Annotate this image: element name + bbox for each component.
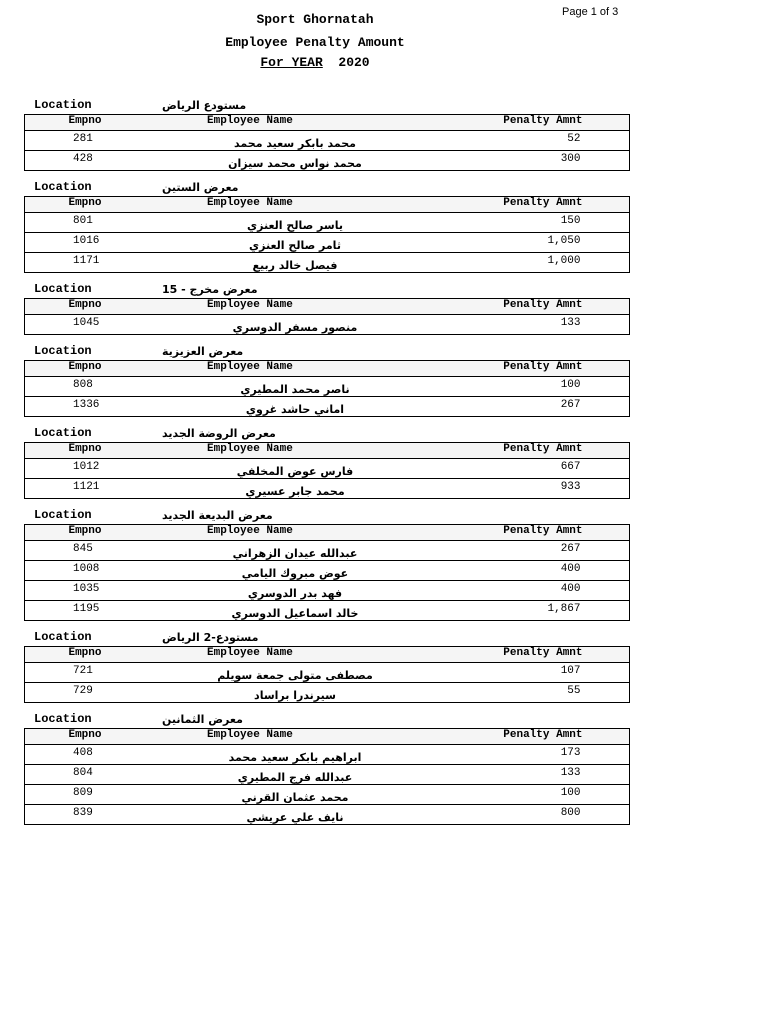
empno-cell: 809 bbox=[25, 785, 146, 805]
empno-cell: 1035 bbox=[25, 581, 146, 601]
name-column-header: Employee Name bbox=[145, 361, 405, 377]
empno-cell: 1171 bbox=[25, 253, 146, 273]
table-row bbox=[25, 745, 630, 765]
empno-cell: 428 bbox=[25, 151, 146, 171]
location-header bbox=[24, 98, 628, 114]
empno-cell: 721 bbox=[73, 665, 93, 677]
location-group bbox=[24, 180, 628, 273]
penalty-amount-cell: 133 bbox=[405, 765, 629, 785]
empno-column-header: Empno bbox=[25, 525, 146, 541]
penalty-amount-cell: 400 bbox=[405, 561, 629, 581]
employee-name-cell: محمد عثمان القرني bbox=[145, 785, 405, 805]
empno-column-header: Empno bbox=[25, 197, 146, 213]
location-header bbox=[24, 426, 628, 442]
penalty-table bbox=[24, 196, 630, 273]
empno-cell: 804 bbox=[25, 765, 146, 785]
penalty-amount-cell: 800 bbox=[405, 805, 629, 825]
year-label: For YEAR bbox=[260, 55, 323, 70]
location-name: معرض الستين bbox=[162, 181, 239, 194]
amount-column-header: Penalty Amnt bbox=[405, 115, 629, 131]
employee-name-cell: مصطفى متولى جمعة سويلم bbox=[217, 669, 373, 682]
location-label: Location bbox=[34, 712, 92, 726]
penalty-table bbox=[24, 524, 630, 621]
penalty-amount-cell: 100 bbox=[405, 785, 629, 805]
employee-name-cell: عوض مبروك اليامي bbox=[145, 561, 405, 581]
employee-name-cell: فهد بدر الدوسري bbox=[145, 581, 405, 601]
empno-cell: 1336 bbox=[25, 397, 146, 417]
empno-cell: 729 bbox=[25, 683, 146, 703]
empno-column-header: Empno bbox=[25, 115, 146, 131]
location-name: مستودع الرياض bbox=[162, 99, 247, 112]
table-row bbox=[25, 151, 630, 171]
employee-name-cell: فيصل خالد ربيع bbox=[145, 253, 405, 273]
penalty-amount-cell: 300 bbox=[405, 151, 629, 171]
empno-column-header: Empno bbox=[25, 443, 146, 459]
penalty-amount-cell: 1,867 bbox=[405, 601, 629, 621]
location-label: Location bbox=[34, 630, 92, 644]
location-label: Location bbox=[34, 282, 92, 296]
empno-cell: 808 bbox=[73, 379, 93, 391]
amount-column-header: Penalty Amnt bbox=[405, 443, 629, 459]
employee-name-cell: عبدالله عيدان الزهراني bbox=[232, 547, 358, 560]
employee-name-cell: منصور مسفر الدوسري bbox=[232, 321, 358, 334]
penalty-amount-cell: 267 bbox=[405, 397, 629, 417]
employee-name-cell: اماني حاشد غروي bbox=[145, 397, 405, 417]
table-row bbox=[25, 479, 630, 499]
penalty-amount-cell: 667 bbox=[560, 461, 581, 473]
table-row bbox=[25, 785, 630, 805]
location-group bbox=[24, 98, 628, 171]
location-label: Location bbox=[34, 98, 92, 112]
location-label: Location bbox=[34, 180, 92, 194]
empno-cell: 1195 bbox=[25, 601, 146, 621]
amount-column-header: Penalty Amnt bbox=[405, 361, 629, 377]
year-value: 2020 bbox=[338, 55, 370, 70]
table-row bbox=[25, 377, 630, 397]
penalty-table bbox=[24, 360, 630, 417]
location-name: معرض مخرج - 15 bbox=[162, 283, 258, 296]
table-row bbox=[25, 601, 630, 621]
penalty-amount-cell: 400 bbox=[405, 581, 629, 601]
empno-column-header: Empno bbox=[25, 299, 146, 315]
name-column-header: Employee Name bbox=[145, 443, 405, 459]
location-name: معرض الثمانين bbox=[162, 713, 243, 726]
table-row bbox=[25, 561, 630, 581]
empno-cell: 281 bbox=[73, 133, 93, 145]
table-header-row bbox=[25, 443, 630, 459]
table-row bbox=[25, 805, 630, 825]
location-header bbox=[24, 508, 628, 524]
penalty-amount-cell: 52 bbox=[567, 133, 581, 145]
location-header bbox=[24, 712, 628, 728]
amount-column-header: Penalty Amnt bbox=[405, 299, 629, 315]
amount-column-header: Penalty Amnt bbox=[405, 197, 629, 213]
location-header bbox=[24, 630, 628, 646]
penalty-amount-cell: 173 bbox=[560, 747, 581, 759]
employee-name-cell: ابراهيم بابكر سعيد محمد bbox=[228, 751, 362, 764]
location-label: Location bbox=[34, 344, 92, 358]
employee-name-cell: ثامر صالح العنزي bbox=[145, 233, 405, 253]
empno-cell: 1016 bbox=[25, 233, 146, 253]
table-row bbox=[25, 233, 630, 253]
employee-name-cell: محمد نواس محمد سيزان bbox=[145, 151, 405, 171]
table-header-row bbox=[25, 647, 630, 663]
table-row bbox=[25, 541, 630, 561]
empno-column-header: Empno bbox=[25, 647, 146, 663]
employee-name-cell: ناصر محمد المطيري bbox=[240, 383, 350, 396]
penalty-amount-cell: 1,000 bbox=[405, 253, 629, 273]
table-row bbox=[25, 459, 630, 479]
penalty-amount-cell: 100 bbox=[560, 379, 581, 391]
penalty-amount-cell: 150 bbox=[560, 215, 581, 227]
employee-name-cell: ياسر صالح العنزي bbox=[247, 219, 343, 232]
amount-column-header: Penalty Amnt bbox=[405, 647, 629, 663]
penalty-amount-cell: 133 bbox=[560, 317, 581, 329]
penalty-amount-cell: 55 bbox=[405, 683, 629, 703]
table-header-row bbox=[25, 299, 630, 315]
location-header bbox=[24, 344, 628, 360]
empno-cell: 801 bbox=[73, 215, 93, 227]
table-header-row bbox=[25, 197, 630, 213]
table-row bbox=[25, 397, 630, 417]
empno-cell: 845 bbox=[73, 543, 93, 555]
company-name: Sport Ghornatah bbox=[256, 12, 374, 27]
penalty-table bbox=[24, 298, 630, 335]
penalty-table bbox=[24, 114, 630, 171]
table-row bbox=[25, 131, 630, 151]
location-name: معرض البديعة الجديد bbox=[162, 509, 273, 522]
location-group bbox=[24, 712, 628, 825]
penalty-report bbox=[24, 98, 628, 834]
empno-cell: 1045 bbox=[73, 317, 100, 329]
penalty-table bbox=[24, 646, 630, 703]
location-header bbox=[24, 282, 628, 298]
employee-name-cell: فارس عوض المخلفي bbox=[236, 465, 354, 478]
table-row bbox=[25, 765, 630, 785]
table-row bbox=[25, 315, 630, 335]
penalty-table bbox=[24, 728, 630, 825]
empno-cell: 1121 bbox=[25, 479, 146, 499]
empno-cell: 408 bbox=[73, 747, 93, 759]
penalty-amount-cell: 933 bbox=[405, 479, 629, 499]
employee-name-cell: محمد بابكر سعيد محمد bbox=[234, 137, 356, 150]
table-header-row bbox=[25, 115, 630, 131]
page-number: Page 1 of 3 bbox=[562, 6, 619, 18]
name-column-header: Employee Name bbox=[145, 115, 405, 131]
table-row bbox=[25, 581, 630, 601]
location-group bbox=[24, 630, 628, 703]
empno-column-header: Empno bbox=[25, 361, 146, 377]
report-title: Employee Penalty Amount bbox=[225, 35, 405, 50]
table-row bbox=[25, 213, 630, 233]
report-year-line bbox=[0, 55, 630, 70]
table-header-row bbox=[25, 361, 630, 377]
penalty-table bbox=[24, 442, 630, 499]
name-column-header: Employee Name bbox=[145, 197, 405, 213]
location-group bbox=[24, 282, 628, 335]
amount-column-header: Penalty Amnt bbox=[405, 729, 629, 745]
location-label: Location bbox=[34, 426, 92, 440]
name-column-header: Employee Name bbox=[145, 525, 405, 541]
location-name: معرض العزيزية bbox=[162, 345, 244, 358]
employee-name-cell: خالد اسماعيل الدوسري bbox=[145, 601, 405, 621]
employee-name-cell: محمد جابر عسيري bbox=[145, 479, 405, 499]
name-column-header: Employee Name bbox=[145, 729, 405, 745]
name-column-header: Employee Name bbox=[145, 647, 405, 663]
table-row bbox=[25, 663, 630, 683]
location-header bbox=[24, 180, 628, 196]
empno-cell: 1008 bbox=[25, 561, 146, 581]
location-group bbox=[24, 344, 628, 417]
name-column-header: Employee Name bbox=[145, 299, 405, 315]
employee-name-cell: سيرندرا براساد bbox=[145, 683, 405, 703]
location-label: Location bbox=[34, 508, 92, 522]
empno-cell: 839 bbox=[25, 805, 146, 825]
location-name: مستودع-2 الرياض bbox=[162, 631, 259, 644]
location-group bbox=[24, 508, 628, 621]
empno-column-header: Empno bbox=[25, 729, 146, 745]
table-header-row bbox=[25, 525, 630, 541]
location-group bbox=[24, 426, 628, 499]
table-row bbox=[25, 683, 630, 703]
table-header-row bbox=[25, 729, 630, 745]
penalty-amount-cell: 107 bbox=[560, 665, 581, 677]
empno-cell: 1012 bbox=[73, 461, 100, 473]
employee-name-cell: نايف علي عريشي bbox=[145, 805, 405, 825]
penalty-amount-cell: 267 bbox=[560, 543, 581, 555]
table-row bbox=[25, 253, 630, 273]
location-name: معرض الروضة الجديد bbox=[162, 427, 276, 440]
employee-name-cell: عبدالله فرج المطيري bbox=[145, 765, 405, 785]
amount-column-header: Penalty Amnt bbox=[405, 525, 629, 541]
penalty-amount-cell: 1,050 bbox=[405, 233, 629, 253]
